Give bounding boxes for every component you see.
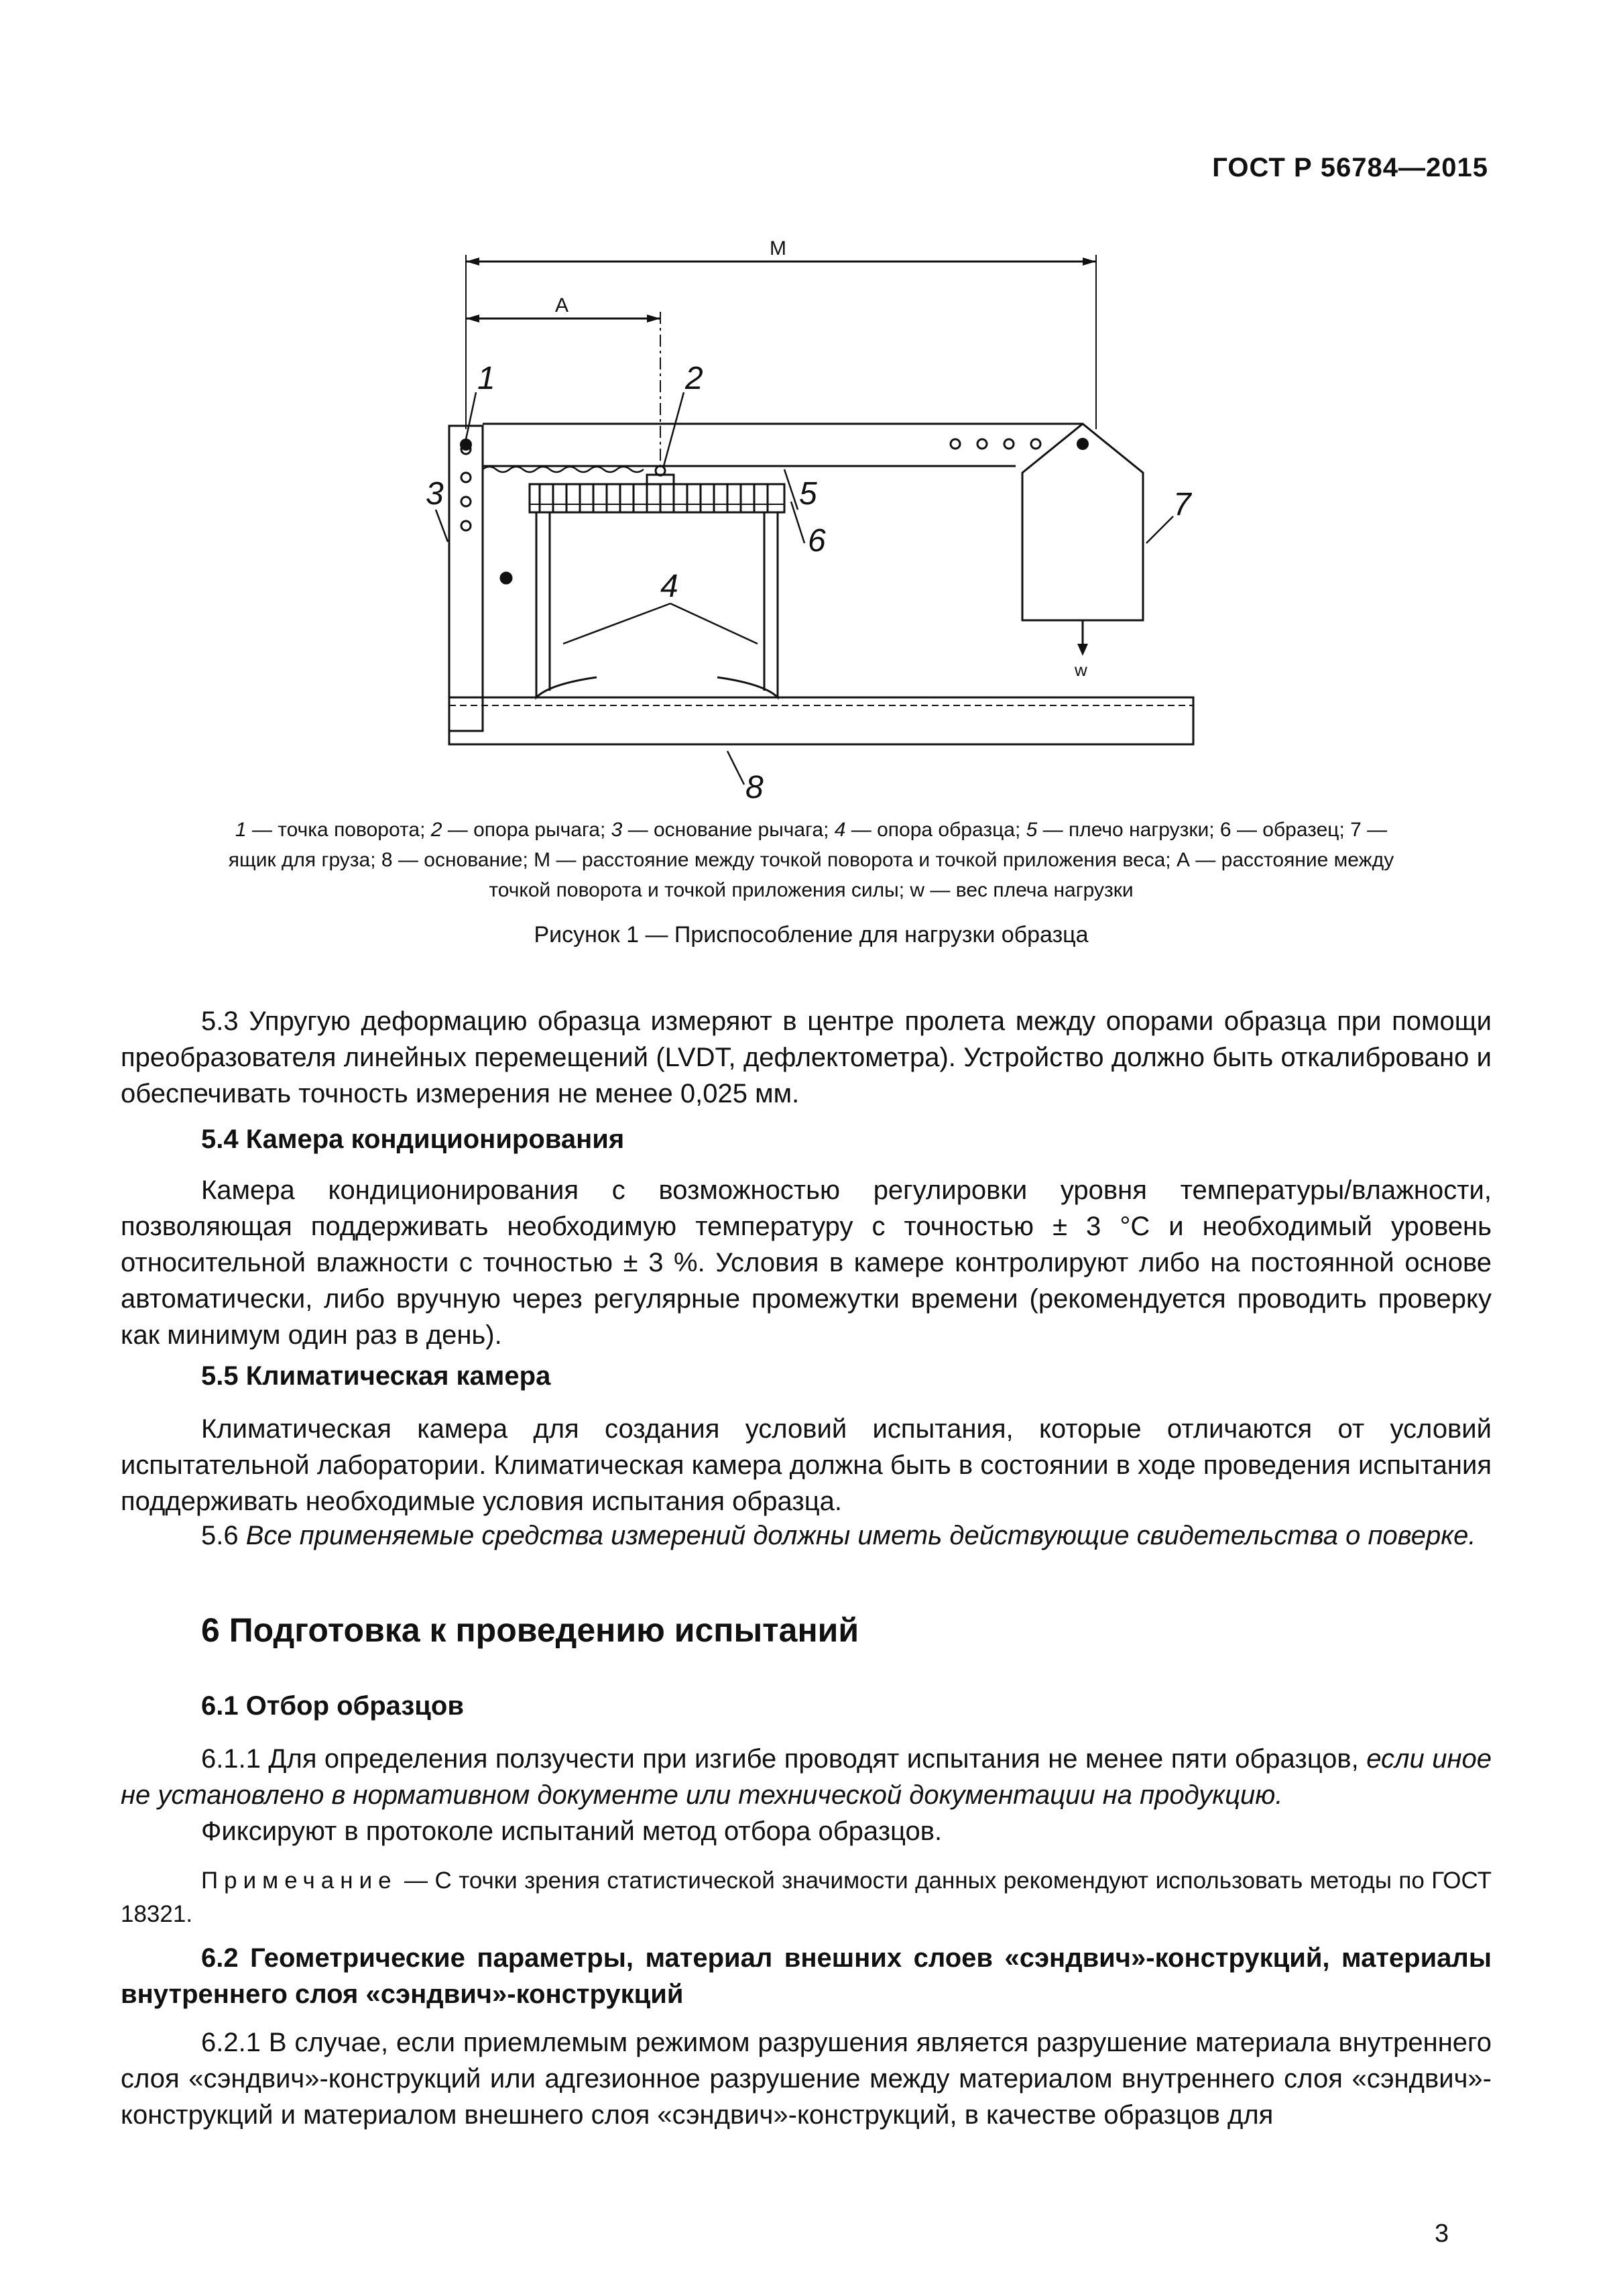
standard-number: ГОСТ Р 56784—2015 (1212, 153, 1488, 182)
heading-6-2: 6.2 Геометрические параметры, материал внешних слоев «сэндвич»-конструкций, материалы внутреннего слоя «сэндвич»-конструкций (121, 1943, 1492, 2009)
paragraph-5-6: 5.6 Все применяемые средства измерений должны иметь действующие свидетельства о поверке. (201, 1521, 1476, 1550)
callout-5: 5 (799, 476, 817, 512)
lever-base (449, 426, 483, 731)
section-6-title: 6 Подготовка к проведению испытаний (201, 1611, 859, 1649)
specimen-support-left (536, 512, 597, 697)
callout-4: 4 (660, 569, 678, 604)
paragraph-5-4: Камера кондиционирования с возможностью регулировки уровня температуры/влажности, позволяющая поддерживать необходимую температуру с точностью ± 3 °С и необходимый уровень относительной влажности с точностью ± 3 %. Условия в камере контролируют либо на постоянной основе автоматически, либо вручную через регулярные промежутки времени (рекомендуется проводить проверку как минимум один раз в день). (121, 1175, 1492, 1350)
heading-6-1: 6.1 Отбор образцов (201, 1691, 464, 1721)
paragraph-6-1-1-cont: Фиксируют в протоколе испытаний метод отбора образцов. (201, 1817, 943, 1846)
callout-3: 3 (426, 476, 444, 512)
dim-a-label: A (555, 294, 569, 317)
figure-legend: 1 — точка поворота; 2 — опора рычага; 3 — основание рычага; 4 — опора образца; 5 — плечо нагрузки; 6 — образец; 7 — ящик для груза; 8 — основание; М — расстояние между точкой поворота и точкой приложения веса; А — расстояние между точкой поворота и точкой приложения силы; w — вес плеча нагрузки (228, 819, 1394, 901)
callout-2: 2 (685, 361, 703, 396)
base (449, 697, 1193, 744)
callout-7: 7 (1173, 487, 1191, 522)
callout-6: 6 (808, 523, 826, 559)
heading-5-4: 5.4 Камера кондиционирования (201, 1125, 625, 1154)
dim-m-label: M (770, 237, 786, 260)
paragraph-5-3: 5.3 Упругую деформацию образца измеряют в центре пролета между опорами образца при помощи преобразователя линейных перемещений (LVDT, дефлектометра). Устройство должно быть откалибровано и обеспечивать точность измерения не менее 0,025 мм. (121, 1007, 1492, 1108)
specimen (530, 484, 784, 512)
pivot-point (460, 439, 472, 451)
page-number: 3 (1435, 2220, 1449, 2248)
callout-8: 8 (745, 770, 764, 805)
specimen-support-right (717, 512, 778, 697)
weight-label: w (1075, 660, 1087, 680)
heading-5-5: 5.5 Климатическая камера (201, 1361, 551, 1391)
paragraph-6-1-1: 6.1.1 Для определения ползучести при изгибе проводят испытания не менее пяти образцов, если иное не установлено в нормативном документе или технической документации на продукцию. (121, 1744, 1492, 1810)
paragraph-6-2-1: 6.2.1 В случае, если приемлемым режимом разрушения является разрушение материала внутреннего слоя «сэндвич»-конструкций или адгезионное разрушение между материалом внутреннего слоя «сэндвич»-конструкций и материалом внешнего слоя «сэндвич»-конструкций, в качестве образцов для (121, 2028, 1492, 2130)
note: Примечание — С точки зрения статистической значимости данных рекомендуют использовать методы по ГОСТ 18321. (121, 1868, 1492, 1927)
weight-box (1022, 424, 1143, 620)
loading-fixture-figure (426, 228, 1207, 805)
paragraph-5-5: Климатическая камера для создания условий испытания, которые отличаются от условий испытательной лаборатории. Климатическая камера должна быть в состоянии в ходе проведения испытания поддерживать необходимые условия испытания образца. (121, 1414, 1492, 1516)
callout-1: 1 (477, 361, 495, 396)
figure-caption: Рисунок 1 — Приспособление для нагрузки образца (534, 922, 1089, 948)
